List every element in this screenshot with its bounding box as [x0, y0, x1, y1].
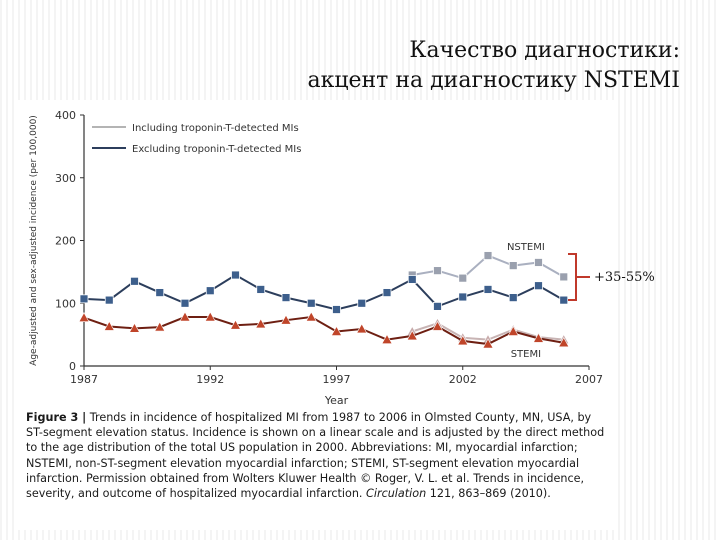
data-point [232, 271, 240, 279]
chart-legend [92, 123, 301, 155]
caption-journal: Circulation [366, 487, 427, 501]
data-point [408, 275, 416, 283]
y-axis-label: Age-adjusted and sex-adjusted incidence (per 100,000) [29, 115, 39, 366]
data-point [434, 267, 442, 275]
chart-axes [29, 109, 603, 407]
x-axis-label: Year [324, 394, 349, 407]
y-tick-label: 400 [55, 109, 76, 122]
data-point [80, 295, 88, 303]
slide-title [250, 36, 680, 96]
data-point [383, 289, 391, 297]
data-point [307, 299, 315, 307]
series-stemi-3 [79, 312, 569, 348]
data-point [484, 285, 492, 293]
data-point [131, 277, 139, 285]
data-point [459, 274, 467, 282]
x-tick-label: 1997 [322, 373, 351, 386]
slide-title-line2: акцент на диагностику NSTEMI [307, 68, 680, 93]
data-point [434, 302, 442, 310]
incidence-line-chart [14, 100, 618, 410]
x-tick-label: 1987 [70, 373, 98, 386]
data-point [358, 299, 366, 307]
data-point [105, 296, 113, 304]
caption-figure-number: Figure 3 | [26, 411, 87, 424]
data-point [181, 299, 189, 307]
series-group-label: STEMI [510, 349, 542, 361]
caption-reference: 121, 863–869 (2010). [426, 487, 551, 501]
data-point [535, 258, 543, 266]
data-point [206, 287, 214, 295]
y-tick-label: 300 [55, 171, 76, 185]
data-point [156, 289, 164, 297]
figure-panel [14, 100, 618, 530]
x-tick-label: 2007 [575, 373, 603, 386]
data-point [257, 285, 265, 293]
legend-label: Including troponin-T-detected MIs [132, 123, 299, 134]
data-point [333, 306, 341, 314]
x-tick-label: 1992 [196, 373, 225, 386]
series-nstemi-1 [80, 271, 568, 314]
chart-series-layer [79, 252, 569, 348]
slide-title-line1: Качество диагностики: [409, 38, 680, 63]
y-tick-label: 0 [69, 360, 76, 373]
y-tick-label: 200 [55, 234, 76, 248]
data-point [282, 294, 290, 302]
figure-caption [26, 410, 611, 501]
data-point [459, 293, 467, 301]
caption-text: Trends in incidence of hospitalized MI from 1987 to 2006 in Olmsted County, MN, USA, by ST-segment elevation status. Incidence is shown on a linear scale and is adjusted by the direct method to the age distribution of the total US population in 2000. Abbreviations: MI, myocardial infarction; NSTEMI, non-ST-segment elevation myocardial infarction; STEMI, ST-segment elevation myocardial infarction. Permission obtained from Wolters Kluwer Health © Roger, V. L. et al. Trends in incidence, severity, and outcome of hospitalized myocardial infarction. [26, 411, 605, 501]
series-nstemi-0 [408, 252, 568, 283]
data-point [484, 252, 492, 260]
series-group-label: NSTEMI [506, 241, 545, 253]
increase-annotation: +35-55% [594, 270, 655, 285]
data-point [509, 294, 517, 302]
data-point [79, 313, 89, 322]
legend-label: Excluding troponin-T-detected MIs [132, 144, 302, 155]
data-point [509, 262, 517, 270]
y-tick-label: 100 [55, 297, 76, 311]
x-tick-label: 2002 [448, 373, 477, 386]
data-point [535, 282, 543, 290]
